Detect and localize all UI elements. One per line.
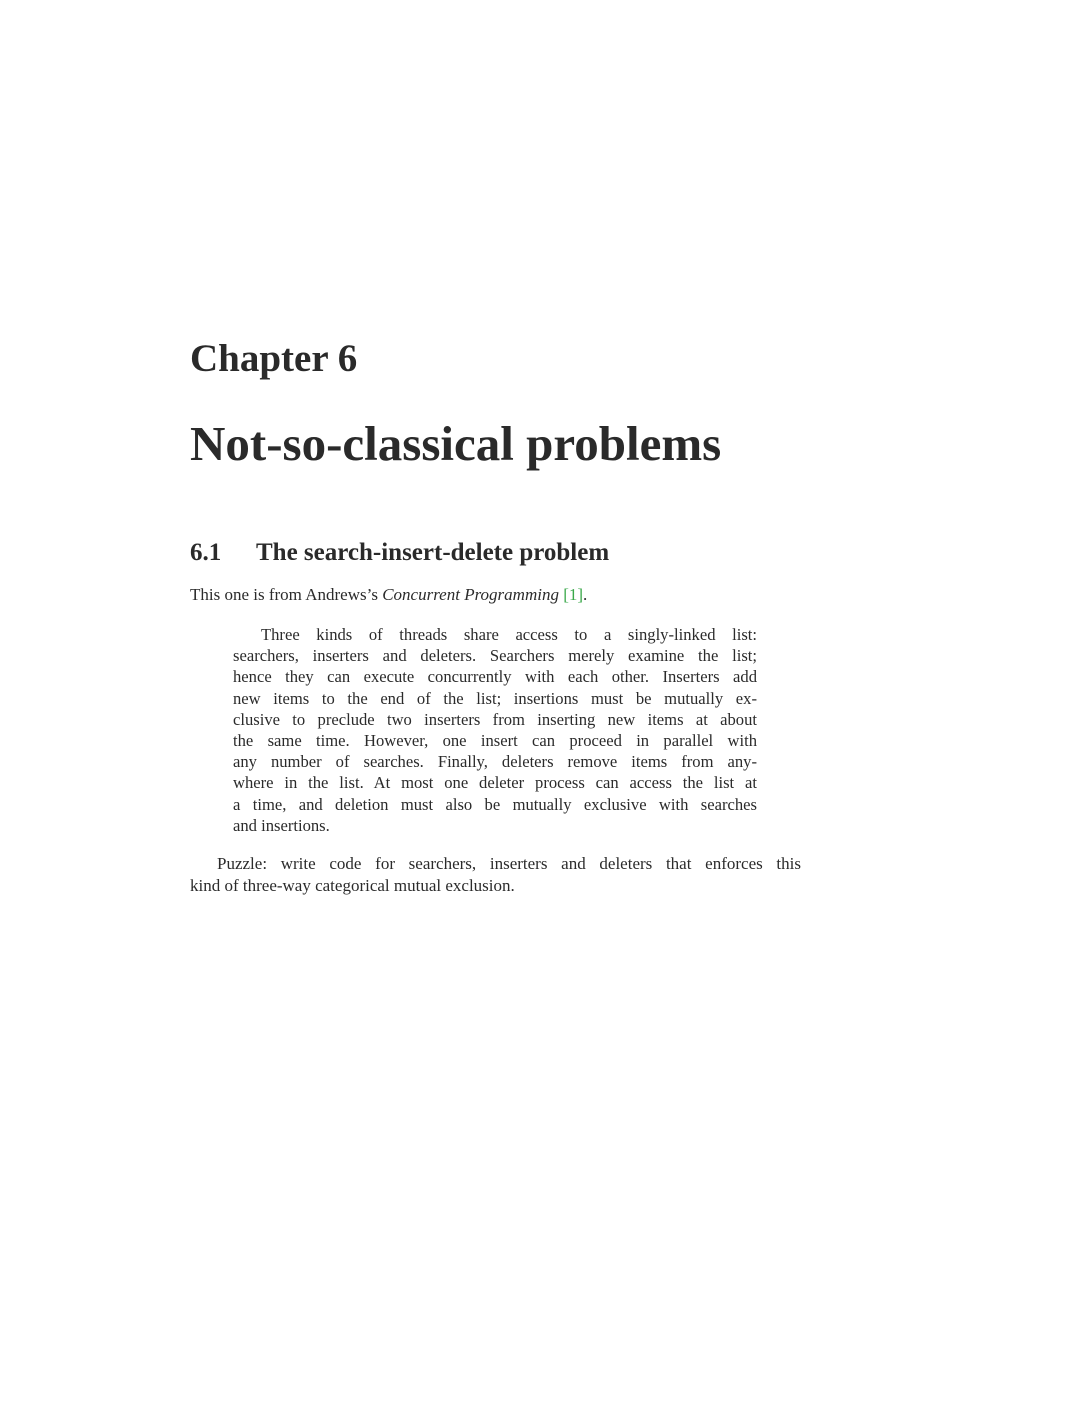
- intro-prefix: This one is from Andrews’s: [190, 585, 383, 604]
- quote-line: and insertions.: [233, 815, 330, 835]
- quote-line: any number of searches. Finally, deleters remove items from any-: [233, 752, 757, 772]
- chapter-label: Chapter 6: [190, 337, 358, 380]
- quote-line: the same time. However, one insert can proceed in parallel with: [233, 731, 757, 751]
- section-number: 6.1: [190, 539, 222, 566]
- intro-suffix: .: [583, 585, 588, 604]
- quote-line: where in the list. At most one deleter process can access the list at: [233, 773, 757, 793]
- puzzle-paragraph: [190, 853, 801, 897]
- intro-paragraph: [190, 584, 587, 606]
- quote-line: new items to the end of the list; insertions must be mutually ex-: [233, 688, 757, 708]
- puzzle-line: Puzzle: write code for searchers, inserters and deleters that enforces this: [217, 854, 801, 873]
- quote-line: searchers, inserters and deleters. Searchers merely examine the list;: [233, 646, 757, 666]
- quote-line: hence they can execute concurrently with each other. Inserters add: [233, 667, 757, 687]
- quote-line: a time, and deletion must also be mutually exclusive with searches: [233, 794, 757, 814]
- section-heading: [190, 537, 609, 569]
- quote-line: clusive to preclude two inserters from inserting new items at about: [233, 709, 757, 729]
- book-title: Concurrent Programming: [382, 585, 559, 604]
- citation-link[interactable]: [1]: [563, 585, 584, 604]
- quote-line: Three kinds of threads share access to a singly-linked list:: [261, 625, 757, 644]
- puzzle-line: kind of three-way categorical mutual exclusion.: [190, 876, 515, 895]
- chapter-title: Not-so-classical problems: [190, 416, 722, 471]
- section-title: The search-insert-delete problem: [256, 539, 610, 566]
- block-quote: [233, 624, 757, 836]
